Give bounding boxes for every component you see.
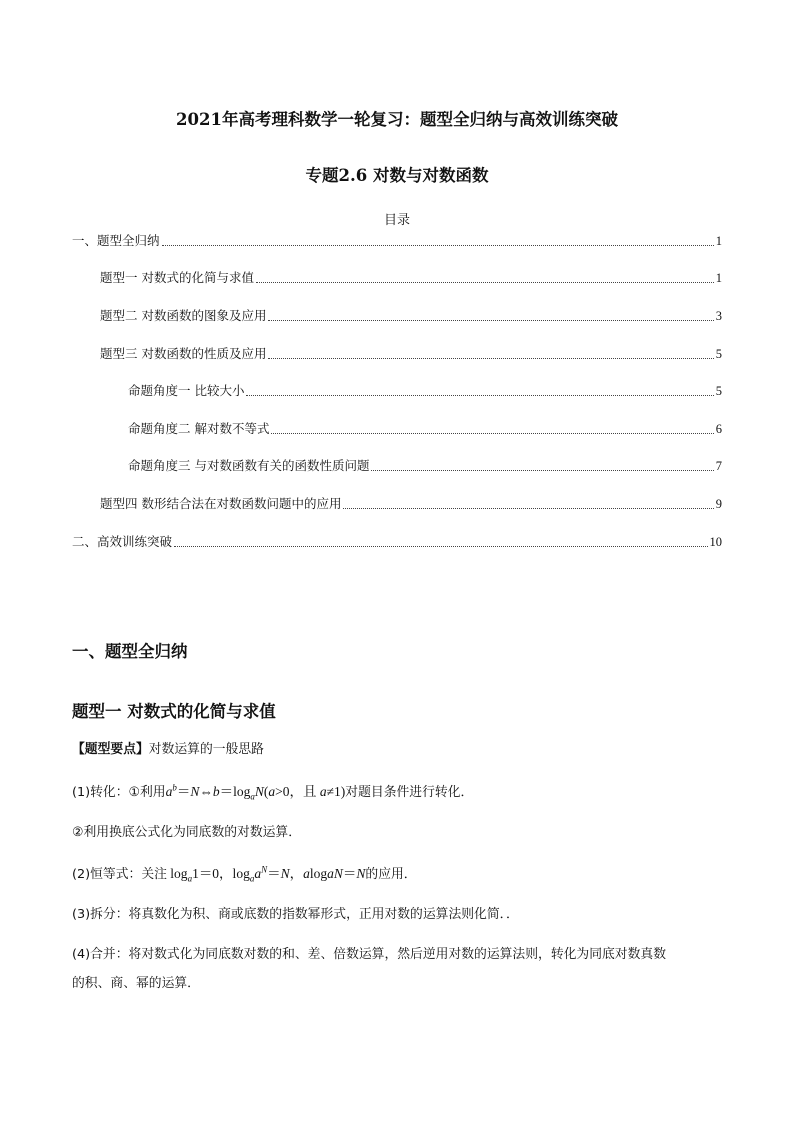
toc-entry-label: 题型四 数形结合法在对数函数问题中的应用 [100,496,342,511]
toc-entry[interactable] [100,494,722,512]
toc-entry-page: 6 [715,422,722,436]
toc-entry[interactable] [128,456,722,474]
toc-entry-label: 题型二 对数函数的图象及应用 [100,308,267,323]
toc-leader-dots [256,281,714,283]
document-title: 2021年高考理科数学一轮复习：题型全归纳与高效训练突破 [176,110,618,129]
toc-leader-dots [268,357,713,359]
paragraph-merge [72,942,724,996]
paragraph-line: (4)合并：将对数式化为同底数对数的和、差、倍数运算，然后逆用对数的运算法则，转化为同底对数真数 [72,947,666,962]
toc-entry[interactable] [72,231,722,249]
paragraph-suffix: 的应用． [365,867,417,882]
paragraph-prefix: (1)转化：①利用 [72,785,166,800]
formula-log-identities: $\log_a1=0$，$\log_aa^N=N$，alogaN＝N [166,864,366,884]
toc-entry-label: 一、题型全归纳 [72,233,160,248]
toc-entry-label: 二、高效训练突破 [72,534,173,549]
toc-heading: 目录 [383,213,410,228]
key-points-paragraph [72,737,724,762]
toc-entry-page: 1 [715,234,722,248]
formula-log-definition: $a^b=N\Leftrightarrow b=\log_aN(a>0$，且 a≠1) [165,782,346,802]
paragraph-identities [72,861,724,887]
toc-entry[interactable] [128,381,722,399]
subsection-heading: 题型一 对数式的化简与求值 [72,702,276,721]
toc-entry-page: 3 [715,309,722,323]
toc-leader-dots [268,319,713,321]
toc-entry-label: 命题角度三 与对数函数有关的函数性质问题 [128,458,370,473]
toc-entry-page: 1 [715,271,722,285]
toc-entry-label: 命题角度二 解对数不等式 [128,421,270,436]
paragraph-line: 的积、商、幂的运算． [72,976,200,991]
paragraph-conversion [72,779,724,805]
toc-entry-page: 10 [709,535,722,549]
toc-entry-label: 题型三 对数函数的性质及应用 [100,346,267,361]
paragraph-prefix: (2)恒等式：关注 [72,867,167,882]
toc-entry[interactable] [100,268,722,286]
paragraph-split: (3)拆分：将真数化为积、商或底数的指数幂形式，正用对数的运算法则化简．． [72,907,519,922]
section-heading: 一、题型全归纳 [72,642,188,661]
key-points-label: 【题型要点】 [72,742,149,757]
toc-leader-dots [246,394,713,396]
paragraph-change-of-base: ②利用换底公式化为同底数的对数运算． [72,825,302,840]
toc-leader-dots [371,469,713,471]
toc-leader-dots [343,507,713,509]
toc-entry-label: 题型一 对数式的化简与求值 [100,270,254,285]
toc-entry[interactable] [100,306,722,324]
toc-entry-label: 命题角度一 比较大小 [128,383,245,398]
toc-entry[interactable] [100,344,722,362]
toc-leader-dots [271,432,713,434]
toc-leader-dots [162,244,714,246]
paragraph-suffix: 对题目条件进行转化． [345,785,474,800]
toc-leader-dots [174,545,707,547]
toc-entry[interactable] [128,419,722,437]
toc-entry-page: 9 [715,497,722,511]
toc-entry-page: 5 [715,347,722,361]
toc-entry-page: 7 [715,459,722,473]
toc-entry[interactable] [72,532,722,550]
toc-entry-page: 5 [715,384,722,398]
key-points-text: 对数运算的一般思路 [148,742,264,757]
document-subtitle: 专题2.6 对数与对数函数 [305,166,489,185]
